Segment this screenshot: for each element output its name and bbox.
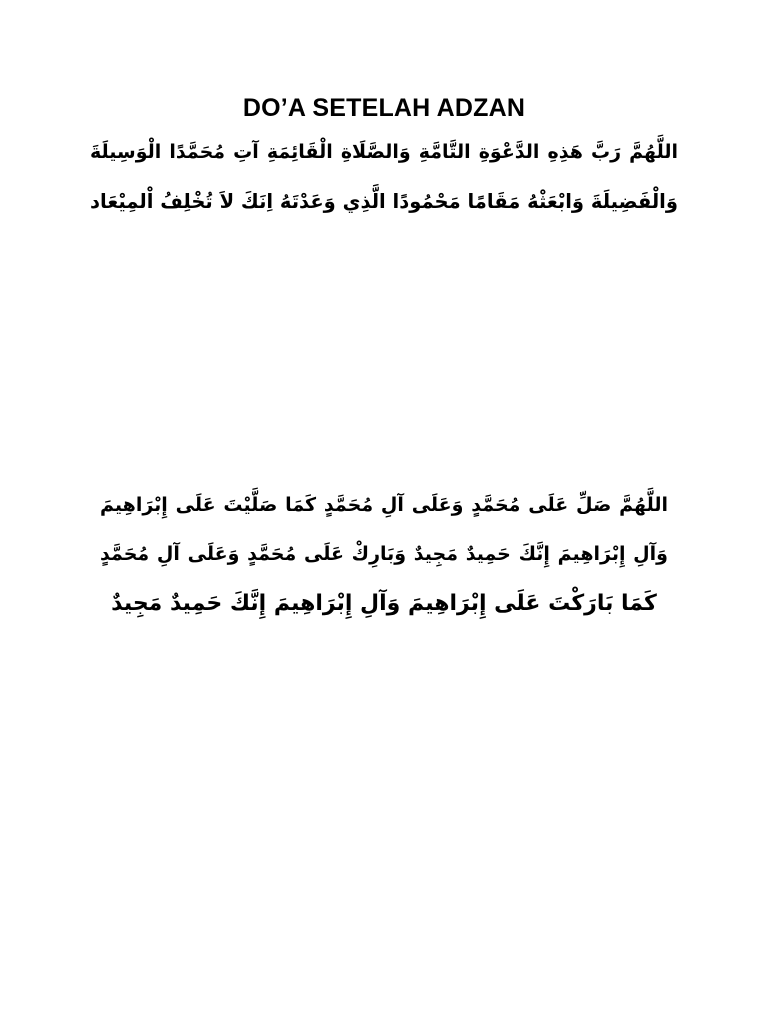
doa-adzan-line-2: وَالْفَضِيلَةَ وَابْعَثْهُ مَقَامًا مَحْمُودًا الَّذِي وَعَدْتَهُ اِنَكَ لاَ تُخْلِفُ اْلمِيْعَاد — [90, 190, 678, 213]
shalawat-line-1: اللَّهُمَّ صَلِّ عَلَى مُحَمَّدٍ وَعَلَى آلِ مُحَمَّدٍ كَمَا صَلَّيْتَ عَلَى إِبْرَاهِيمَ — [100, 494, 668, 516]
shalawat-line-2: وَآلِ إِبْرَاهِيمَ إِنَّكَ حَمِيدٌ مَجِيدٌ وَبَارِكْ عَلَى مُحَمَّدٍ وَعَلَى آلِ مُحَمَّدٍ — [100, 543, 668, 565]
doa-adzan-line-1: اللَّهُمَّ رَبَّ هَذِهِ الدَّعْوَةِ التَّامَّةِ وَالصَّلَاةِ الْقَائِمَةِ آتِ مُحَمَّدًا الْوَسِيلَةَ — [90, 141, 678, 163]
shalawat-line-3: كَمَا بَارَكْتَ عَلَى إِبْرَاهِيمَ وَآلِ إِبْرَاهِيمَ إِنَّكَ حَمِيدٌ مَجِيدٌ — [111, 591, 657, 616]
page-title: DO’A SETELAH ADZAN — [242, 94, 526, 122]
